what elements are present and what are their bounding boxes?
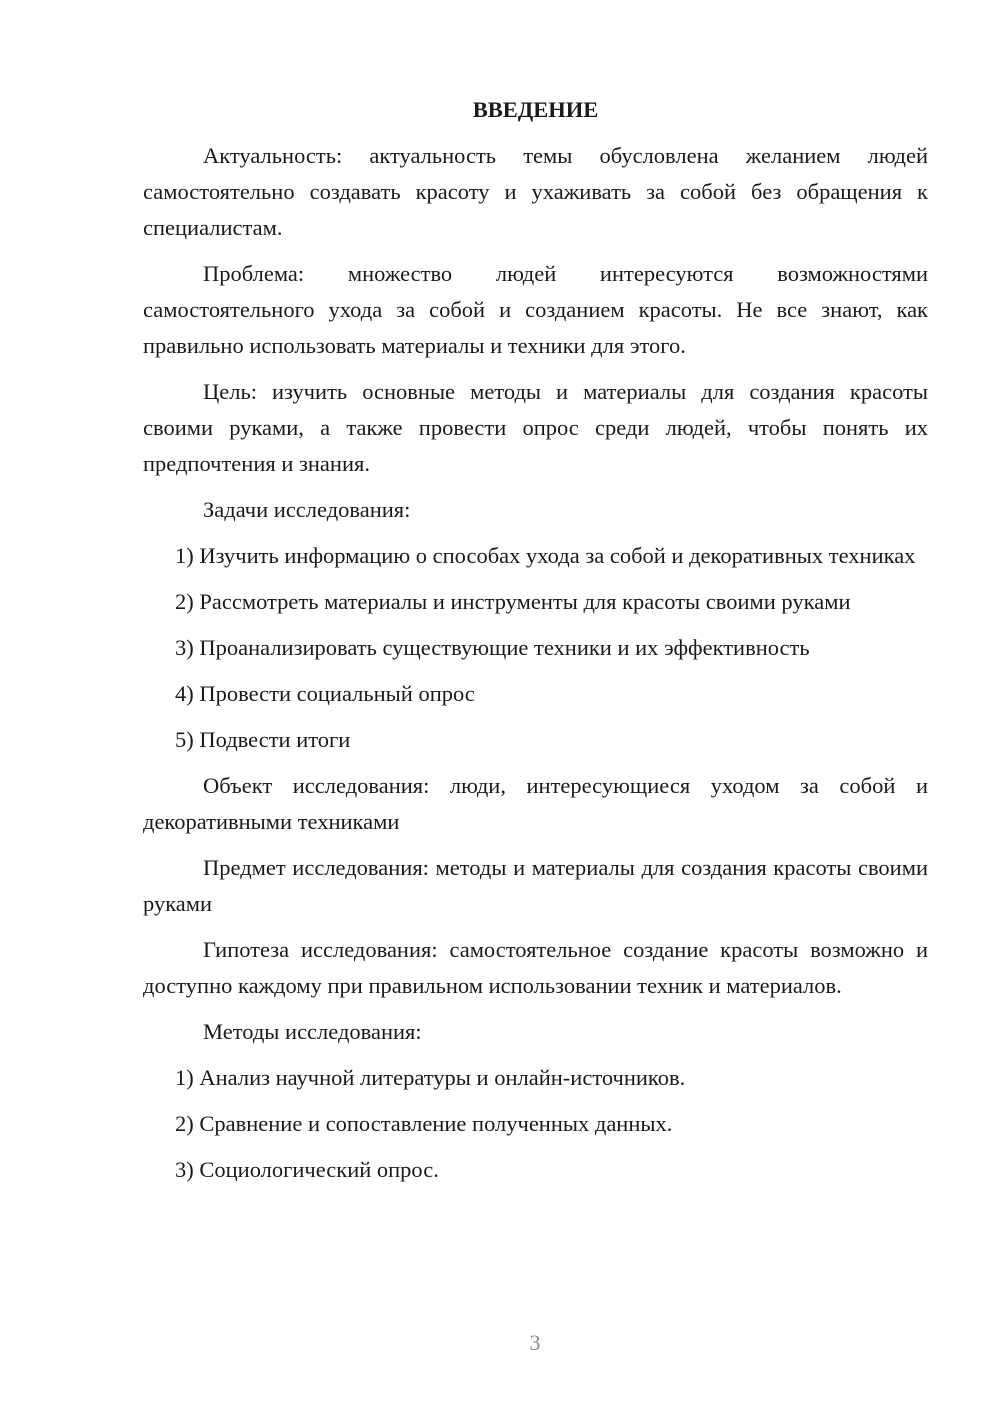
- methods-heading: Методы исследования:: [203, 1019, 422, 1044]
- task-item-3: 3) Проанализировать существующие техники и их эффективность: [175, 635, 810, 660]
- method-item-2: 2) Сравнение и сопоставление полученных данных.: [175, 1111, 673, 1136]
- method-item-3: 3) Социологический опрос.: [175, 1157, 439, 1182]
- method-item-1: 1) Анализ научной литературы и онлайн-источников.: [175, 1065, 686, 1090]
- document-body: [143, 92, 928, 1198]
- page-number: 3: [529, 1330, 541, 1355]
- relevance-paragraph: Актуальность: актуальность темы обусловлена желанием людей самостоятельно создавать красоту и ухаживать за собой без обращения к специалистам.: [143, 143, 928, 240]
- task-item-2: 2) Рассмотреть материалы и инструменты для красоты своими руками: [175, 589, 851, 614]
- task-item-4: 4) Провести социальный опрос: [175, 681, 475, 706]
- task-item-1: 1) Изучить информацию о способах ухода за собой и декоративных техниках: [175, 543, 916, 568]
- section-title: ВВЕДЕНИЕ: [472, 97, 599, 122]
- subject-paragraph: Предмет исследования: методы и материалы для создания красоты своими руками: [143, 855, 928, 916]
- goal-paragraph: Цель: изучить основные методы и материалы для создания красоты своими руками, а также провести опрос среди людей, чтобы понять их предпочтения и знания.: [143, 379, 928, 476]
- hypothesis-paragraph: Гипотеза исследования: самостоятельное создание красоты возможно и доступно каждому при правильном использовании техник и материалов.: [143, 937, 928, 998]
- task-item-5: 5) Подвести итоги: [175, 727, 351, 752]
- problem-paragraph: Проблема: множество людей интересуются возможностями самостоятельного ухода за собой и созданием красоты. Не все знают, как правильно использовать материалы и техники для этого.: [143, 261, 928, 358]
- tasks-heading: Задачи исследования:: [203, 497, 411, 522]
- object-paragraph: Объект исследования: люди, интересующиеся уходом за собой и декоративными техниками: [143, 773, 928, 834]
